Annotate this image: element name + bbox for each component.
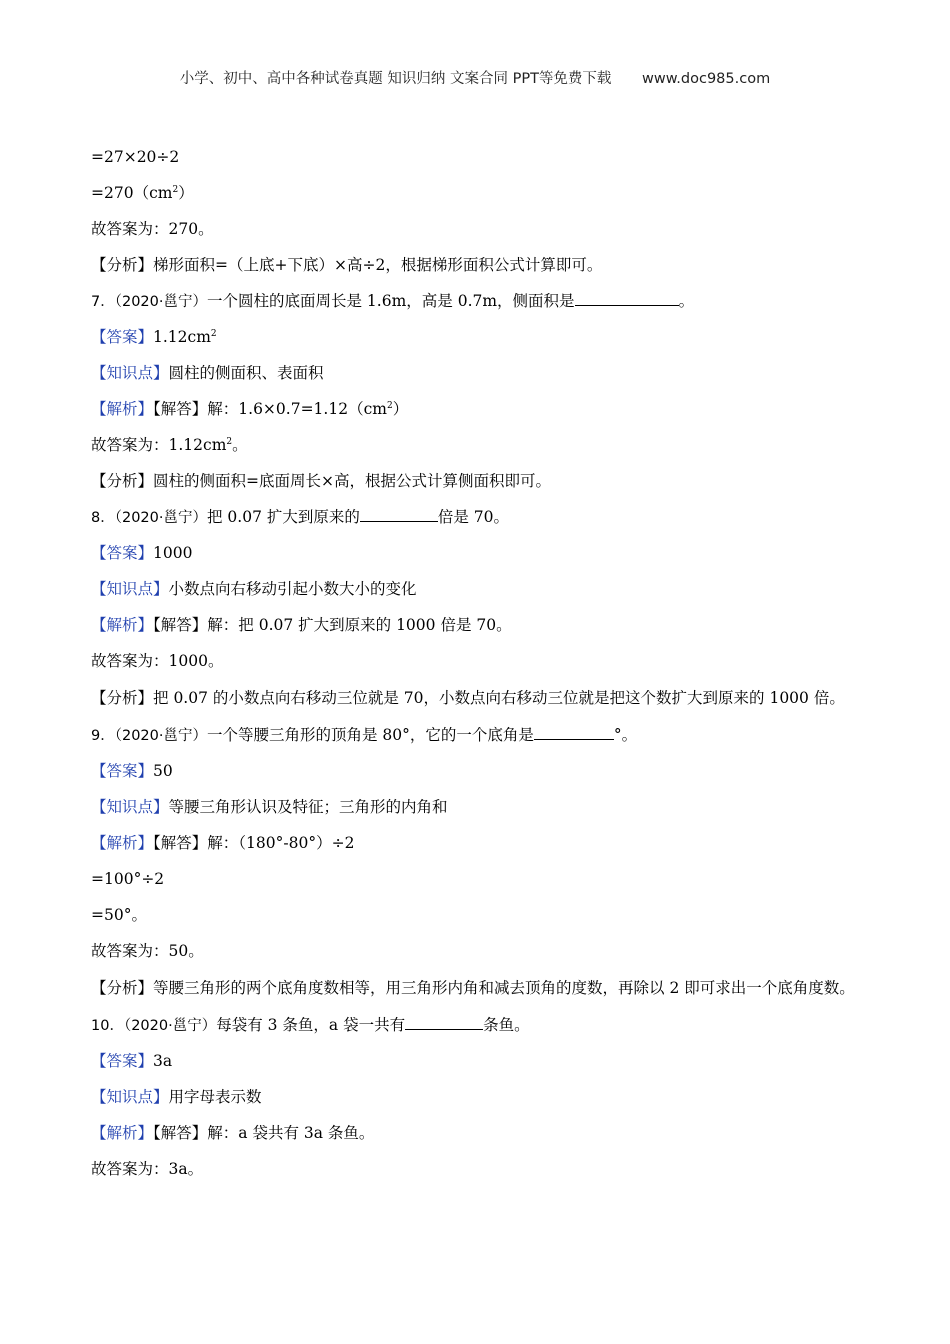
q7-final: 故答案为：$1.12cm^2$。 <box>91 436 248 454</box>
q9-question: 9．（2020·邕宁）一个等腰三角形的顶角是 80°，它的一个底角是 °。 <box>91 717 861 753</box>
q8-final: 故答案为：1000。 <box>91 652 224 670</box>
q7-blank <box>575 287 679 306</box>
q8-knowledge: 【知识点】小数点向右移动引起小数大小的变化 <box>91 580 417 598</box>
q7-answer: 【答案】$1.12cm^2$ <box>91 328 217 346</box>
q8-blank <box>360 503 438 522</box>
header-text: 小学、初中、高中各种试卷真题 知识归纳 文案合同 PPT等免费下载 <box>179 71 612 87</box>
q9-step-2: =50°。 <box>91 906 147 924</box>
q9-step-1: =100°÷2 <box>91 870 165 888</box>
q9-blank <box>534 721 614 740</box>
header-site: www.doc985.com <box>642 71 771 87</box>
q9-final: 故答案为：50。 <box>91 942 204 960</box>
q10-blank <box>405 1011 483 1030</box>
q7-comment: 【分析】圆柱的侧面积=底面周长×高，根据公式计算侧面积即可。 <box>91 472 551 490</box>
document-body <box>91 139 861 1187</box>
prev-final: 故答案为：270。 <box>91 220 214 238</box>
prev-step-2: $=270(cm^2)$ <box>91 184 194 202</box>
page-header <box>0 67 950 88</box>
q8-answer: 【答案】1000 <box>91 544 193 562</box>
q9-solution: 【解析】【解答】解：（180°-80°）÷2 <box>91 834 355 852</box>
q7-knowledge: 【知识点】圆柱的侧面积、表面积 <box>91 364 324 382</box>
q9-comment: 【分析】等腰三角形的两个底角度数相等，用三角形内角和减去顶角的度数，再除以 2 即可求出一个底角度数。 <box>91 979 855 997</box>
q10-knowledge: 【知识点】用字母表示数 <box>91 1088 262 1106</box>
q10-solution: 【解析】【解答】解：a 袋共有 3a 条鱼。 <box>91 1124 375 1142</box>
q10-answer: 【答案】3a <box>91 1052 173 1070</box>
q10-question: 10．（2020·邕宁）每袋有 3 条鱼，a 袋一共有 条鱼。 <box>91 1007 861 1043</box>
q7-question: 7．（2020·邕宁）一个圆柱的底面周长是 1.6m，高是 0.7m，侧面积是 。 <box>91 283 861 319</box>
q10-final: 故答案为：3a。 <box>91 1160 204 1178</box>
q8-question: 8．（2020·邕宁）把 0.07 扩大到原来的 倍是 70。 <box>91 499 861 535</box>
prev-step-1: =27×20÷2 <box>91 148 180 166</box>
q8-comment: 【分析】把 0.07 的小数点向右移动三位就是 70，小数点向右移动三位就是把这个数扩大到原来的 1000 倍。 <box>91 689 845 707</box>
q9-knowledge: 【知识点】等腰三角形认识及特征；三角形的内角和 <box>91 798 448 816</box>
q9-answer: 【答案】50 <box>91 762 173 780</box>
q8-solution: 【解析】【解答】解：把 0.07 扩大到原来的 1000 倍是 70。 <box>91 616 512 634</box>
q7-solution: 【解析】【解答】解：$1.6\times 0.7=1.12(cm^2)$ <box>91 400 409 418</box>
prev-comment: 【分析】梯形面积=（上底+下底）×高÷2，根据梯形面积公式计算即可。 <box>91 256 603 274</box>
